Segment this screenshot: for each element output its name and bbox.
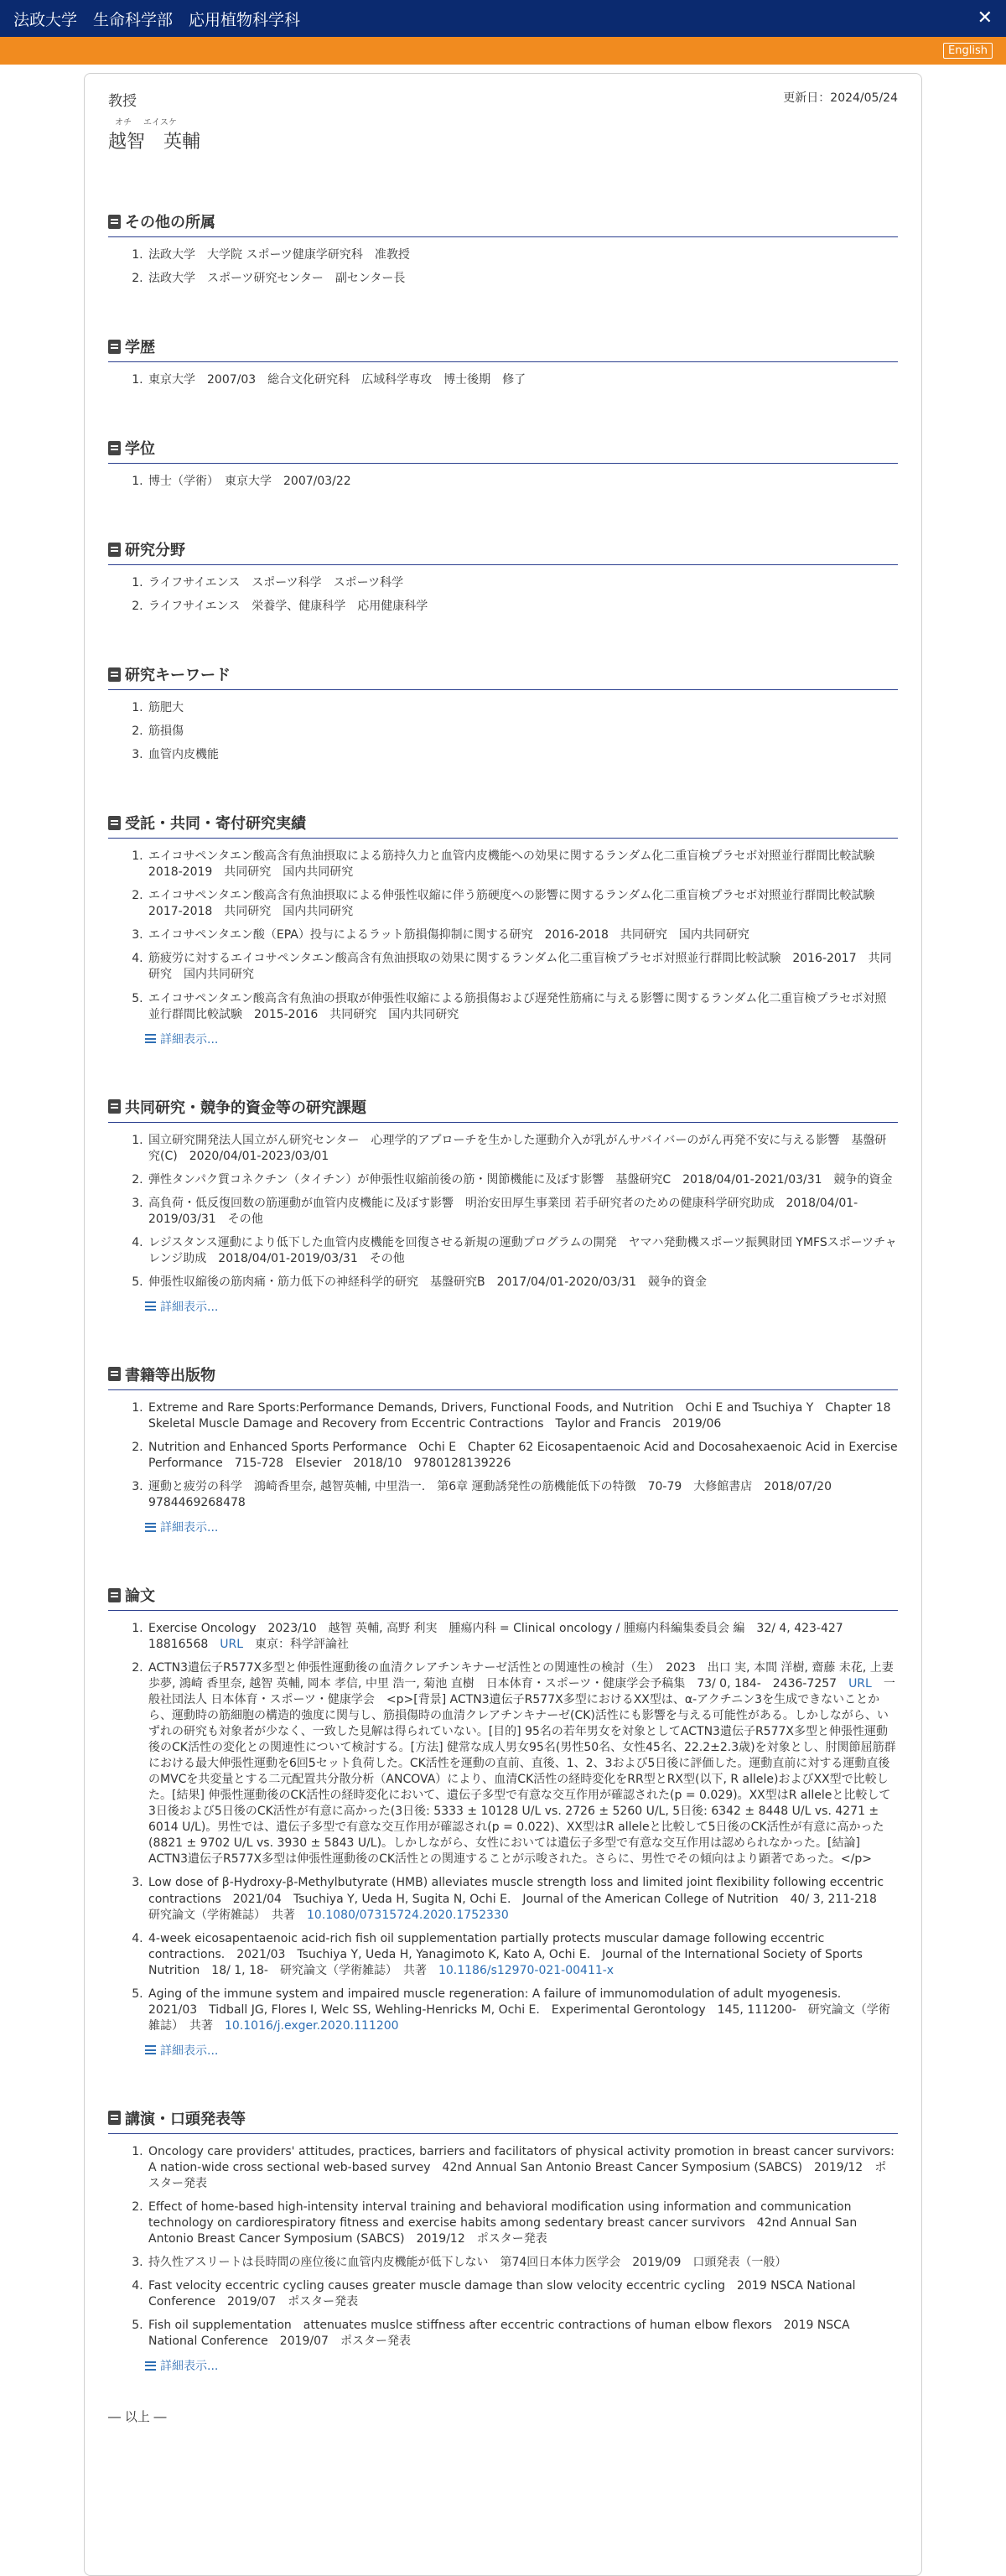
list-icon xyxy=(145,1523,156,1532)
book-icon xyxy=(108,1099,121,1114)
english-button[interactable]: English xyxy=(943,43,993,59)
show-more-link[interactable] xyxy=(108,1298,898,1315)
paper-text: Exercise Oncology 2023/10 越智 英輔, 高野 利実 腫瘍内科 = Clinical oncology / 腫瘍内科編集委員会 編 32/ 4, 423-427 18816568 xyxy=(148,1622,855,1652)
book-icon xyxy=(108,441,121,455)
contracts-list xyxy=(108,849,898,1022)
book-icon xyxy=(108,543,121,557)
language-bar xyxy=(0,37,1006,65)
list-item: 2. 弾性タンパク質コネクチン（タイチン）が伸張性収縮前後の筋・関節機能に及ぼす影響 基盤研究C 2018/04/01-2021/03/31 競争的資金 xyxy=(147,1172,898,1188)
section-grants xyxy=(108,1096,898,1315)
list-item: 4. 筋疲労に対するエイコサペンタエン酸高含有魚油摂取の効果に関するランダム化二重盲検プラセボ対照並行群間比較試験 2016-2017 共同研究 国内共同研究 xyxy=(147,951,898,983)
list-item: 2. 法政大学 スポーツ研究センター 副センター長 xyxy=(147,271,898,287)
paper-text: Aging of the immune system and impaired muscle regeneration: A failure of immunomodulation of adult myogenesis. 2021/03 Tidball JG, Flores I, Welc SS, Wehling-Henricks M, Ochi E. Experimental Gerontology 145, 111200- 研究論文（学術雑誌） 共著 xyxy=(148,1987,890,2033)
book-icon xyxy=(108,340,121,354)
list-item: 1. 東京大学 2007/03 総合文化研究科 広域科学専攻 博士後期 修了 xyxy=(147,372,898,388)
paper-text: Low dose of β-Hydroxy-β-Methylbutyrate (HMB) alleviates muscle strength loss and limited joint flexibility following eccentric contractions 2021/04 Tsuchiya Y, Ueda H, Sugita N, Ochi E. Journal of the American College of Nutrition 40/ 3, 211-218 研究論文（学術雑誌） 共著 xyxy=(148,1876,889,1922)
list-item: 2. Nutrition and Enhanced Sports Performance Ochi E Chapter 62 Eicosapentaenoic Acid and Docosahexaenoic Acid in Exercise Performance 715-728 Elsevier 2018/10 9780128139226 xyxy=(147,1440,898,1472)
list-item xyxy=(147,1931,898,1979)
fields-list xyxy=(108,575,898,615)
list-item xyxy=(147,1621,898,1653)
paper-text: ACTN3遺伝子R577X多型と伸張性運動後の血清クレアチンキナーゼ活性との関連性の検討（生） 2023 出口 実, 本間 洋樹, 齋藤 未花, 上妻 歩夢, 鴻崎 香里奈, 越智 英輔, 岡本 孝信, 中里 浩一, 菊池 直樹 日本体育・スポーツ・健康学会予稿集 73/ 0, 184- 2436-7257 xyxy=(148,1661,894,1691)
end-marker: ― 以上 ― xyxy=(108,2409,167,2425)
list-item: 4. Fast velocity eccentric cycling causes greater muscle damage than slow velocity eccentric cycling 2019 NSCA National Conference 2019/07 ポスター発表 xyxy=(147,2278,898,2310)
section-title-contracts xyxy=(108,812,898,839)
show-more-label: 詳細表示... xyxy=(160,1032,219,1046)
doi-link[interactable]: 10.1186/s12970-021-00411-x xyxy=(438,1963,614,1977)
paper-text: 一般社団法人 日本体育・スポーツ・健康学会 <p>[背景] ACTN3遺伝子R577X多型におけるXX型は、α-アクチニン3を生成できないことから、運動時の筋細胞の構造的強度に関与し、筋損傷時の血清クレアチンキナーゼ(CK)活性にも影響を与える可能性がある。しかしながら、いずれの研究も対象者が少なく、一致した見解は得られていない。[目的] 95名の若年男女を対象としてACTN3遺伝子R577X多型と伸張性運動後のCK活性の変化との関連性について検討する。[方法] 健常な成人男女95名(男性50名、女性45名、22.2±2.3歳)を対象とし、肘関節屈筋群における最大伸張性運動を6回5セット負荷した。CK活性を運動の直前、直後、1、2、3および5日後に評価した。運動直前に対する運動直後のMVCを共変量とする二元配置共分散分析（ANCOVA）により、血清CK活性の経時変化をRR型とRX型(以下, R allele)およびXX型で比較した。[結果] 伸張性運動後のCK活性の経時変化において、遺伝子多型で有意な交互作用が確認された(p = 0.029)。XX型はR alleleと比較して3日後および5日後のCK活性が有意に高かった(3日後: 5333 ± 10128 U/L vs. 2726 ± 5260 U/L, 5日後: 6342 ± 8448 U/L vs. 4271 ± 6014 U/L)。男性では、遺伝子多型で有意な交互作用が確認され(p = 0.022)、XX型はR alleleと比較して5日後のCK活性が有意に高かった(8821 ± 9702 U/L vs. 3930 ± 5843 U/L)。しかしながら、女性においては遺伝子多型で有意な交互作用は認められなかった。[結論] ACTN3遺伝子R577X多型は伸張性運動後のCK活性との関連することが示唆された。さらに、男性でその傾向はより顕著であった。</p> xyxy=(148,1677,896,1867)
show-more-label: 詳細表示... xyxy=(160,2360,219,2374)
researcher-name: 越智 英輔 xyxy=(108,132,201,153)
section-heading: 研究分野 xyxy=(125,542,185,560)
section-heading: 共同研究・競争的資金等の研究課題 xyxy=(125,1098,366,1117)
list-item: 5. Fish oil supplementation attenuates muslce stiffness after eccentric contractions of human elbow flexors 2019 NSCA National Conference 2019/07 ポスター発表 xyxy=(147,2318,898,2350)
section-title-talks xyxy=(108,2107,898,2134)
updated-date: 更新日：2024/05/24 xyxy=(783,91,898,105)
section-heading: 書籍等出版物 xyxy=(125,1366,215,1384)
papers-list xyxy=(108,1621,898,2034)
section-title-grants xyxy=(108,1096,898,1123)
list-item: 1. 筋肥大 xyxy=(147,700,898,716)
section-title-education xyxy=(108,335,898,362)
show-more-label: 詳細表示... xyxy=(160,2044,219,2058)
url-link[interactable]: URL xyxy=(220,1638,244,1652)
show-more-link[interactable] xyxy=(108,2357,898,2374)
list-icon xyxy=(145,2361,156,2371)
list-item: 5. 伸張性収縮後の筋肉痛・筋力低下の神経科学的研究 基盤研究B 2017/04/01-2020/03/31 競争的資金 xyxy=(147,1275,898,1291)
list-icon xyxy=(145,1034,156,1043)
position-title: 教授 xyxy=(108,93,137,110)
books-list xyxy=(108,1400,898,1511)
section-fields xyxy=(108,538,898,615)
name-reading xyxy=(108,115,898,127)
book-icon xyxy=(108,1367,121,1381)
list-item: 1. Extreme and Rare Sports:Performance Demands, Drivers, Functional Foods, and Nutrition Ochi E and Tsuchiya Y Chapter 18 Skeletal Muscle Damage and Recovery from Eccentric Contractions Taylor and Francis 2019/06 xyxy=(147,1400,898,1432)
paper-text: 東京：科学評論社 xyxy=(243,1638,350,1652)
list-item: 3. 高負荷・低反復回数の筋運動が血管内皮機能に及ぼす影響 明治安田厚生事業団 若手研究者のための健康科学研究助成 2018/04/01-2019/03/31 その他 xyxy=(147,1196,898,1228)
list-item: 1. 博士（学術） 東京大学 2007/03/22 xyxy=(147,474,898,490)
list-item: 2. 筋損傷 xyxy=(147,724,898,740)
section-title-fields xyxy=(108,538,898,565)
list-item: 3. 持久性アスリートは長時間の座位後に血管内皮機能が低下しない 第74回日本体力医学会 2019/09 口頭発表（一般） xyxy=(147,2255,898,2271)
section-title-books xyxy=(108,1363,898,1390)
list-item xyxy=(147,1660,898,1867)
section-talks xyxy=(108,2107,898,2374)
list-item: 1. 国立研究開発法人国立がん研究センター 心理学的アプローチを生かした運動介入が乳がんサバイバーのがん再発不安に与える影響 基盤研究(C) 2020/04/01-2023/03/01 xyxy=(147,1133,898,1165)
profile-header xyxy=(108,89,898,110)
show-more-link[interactable] xyxy=(108,1519,898,1535)
section-keywords xyxy=(108,663,898,763)
top-header-bar xyxy=(0,0,1006,37)
grants-list xyxy=(108,1133,898,1291)
show-more-label: 詳細表示... xyxy=(160,1521,219,1535)
section-heading: 研究キーワード xyxy=(125,667,231,685)
section-education xyxy=(108,335,898,388)
section-heading: その他の所属 xyxy=(125,214,215,231)
list-icon xyxy=(145,2045,156,2054)
list-item: 4. レジスタンス運動により低下した血管内皮機能を回復させる新規の運動プログラムの開発 ヤマハ発動機スポーツ振興財団 YMFSスポーツチャレンジ助成 2018/04/01-2019/03/31 その他 xyxy=(147,1235,898,1267)
list-item: 3. エイコサペンタエン酸（EPA）投与によるラット筋損傷抑制に関する研究 2016-2018 共同研究 国内共同研究 xyxy=(147,927,898,943)
section-title-degree xyxy=(108,437,898,464)
book-icon xyxy=(108,1588,121,1602)
section-contracts xyxy=(108,812,898,1046)
section-degree xyxy=(108,437,898,490)
reading-given: エイスケ xyxy=(143,118,177,127)
show-more-link[interactable] xyxy=(108,2042,898,2059)
section-heading: 論文 xyxy=(125,1587,155,1605)
profile-card xyxy=(84,73,922,2576)
section-papers xyxy=(108,1584,898,2059)
book-icon xyxy=(108,667,121,682)
book-icon xyxy=(108,215,121,229)
doi-link[interactable]: 10.1080/07315724.2020.1752330 xyxy=(307,1908,509,1922)
list-item: 1. エイコサペンタエン酸高含有魚油摂取による筋持久力と血管内皮機能への効果に関するランダム化二重盲検プラセボ対照並行群間比較試験 2018-2019 共同研究 国内共同研究 xyxy=(147,849,898,880)
list-item: 5. エイコサペンタエン酸高含有魚油の摂取が伸張性収縮による筋損傷および遅発性筋痛に与える影響に関するランダム化二重盲検プラセボ対照並行群間比較試験 2015-2016 共同研究 国内共同研究 xyxy=(147,991,898,1023)
list-item: 3. 運動と疲労の科学 鴻崎香里奈, 越智英輔, 中里浩一. 第6章 運動誘発性の筋機能低下の特徴 70-79 大修館書店 2018/07/20 9784469268478 xyxy=(147,1479,898,1511)
show-more-link[interactable] xyxy=(108,1031,898,1047)
doi-link[interactable]: 10.1016/j.exger.2020.111200 xyxy=(225,2018,399,2033)
url-link[interactable]: URL xyxy=(848,1677,872,1691)
show-more-label: 詳細表示... xyxy=(160,1300,219,1314)
section-books xyxy=(108,1363,898,1535)
section-heading: 学歴 xyxy=(125,339,155,357)
talks-list xyxy=(108,2144,898,2350)
list-item: 2. Effect of home-based high-intensity interval training and behavioral modification using information and communication technology on cardiorespiratory fitness and exercise habits among sedentary breast cancer survivors 42nd Annual San Antonio Breast Cancer Symposium (SABCS) 2019/12 ポスター発表 xyxy=(147,2199,898,2247)
list-item xyxy=(147,1987,898,2034)
close-icon[interactable]: ✕ xyxy=(977,8,993,29)
keywords-list xyxy=(108,700,898,763)
section-heading: 受託・共同・寄付研究実績 xyxy=(125,815,306,834)
reading-family: オチ xyxy=(115,118,132,127)
section-title-papers xyxy=(108,1584,898,1611)
paper-text: 4-week eicosapentaenoic acid-rich fish oil supplementation partially protects muscular damage following eccentric contractions. 2021/03 Tsuchiya Y, Ueda H, Yanagimoto K, Kato A, Ochi E. Journal of the International Society of Sports Nutrition 18/ 1, 18- 研究論文（学術雑誌） 共著 xyxy=(148,1931,863,1977)
section-affiliations xyxy=(108,210,898,287)
education-list xyxy=(108,372,898,388)
book-icon xyxy=(108,816,121,830)
list-item: 2. ライフサイエンス 栄養学、健康科学 応用健康科学 xyxy=(147,599,898,615)
department-title: 法政大学 生命科学部 応用植物科学科 xyxy=(13,10,301,29)
list-item: 1. 法政大学 大学院 スポーツ健康学研究科 准教授 xyxy=(147,247,898,263)
list-item: 2. エイコサペンタエン酸高含有魚油摂取による伸張性収縮に伴う筋硬度への影響に関するランダム化二重盲検プラセボ対照並行群間比較試験 2017-2018 共同研究 国内共同研究 xyxy=(147,888,898,920)
list-item: 3. 血管内皮機能 xyxy=(147,747,898,763)
book-icon xyxy=(108,2111,121,2125)
degree-list xyxy=(108,474,898,490)
section-heading: 講演・口頭発表等 xyxy=(125,2110,246,2128)
section-heading: 学位 xyxy=(125,440,155,459)
section-title-keywords xyxy=(108,663,898,690)
list-item: 1. Oncology care providers' attitudes, practices, barriers and facilitators of physical activity promotion in breast cancer survivors: A nation-wide cross sectional web-based survey 42nd Annual San Antonio Breast Cancer Symposium (SABCS) 2019/12 ポスター発表 xyxy=(147,2144,898,2192)
affiliations-list xyxy=(108,247,898,287)
list-item xyxy=(147,1875,898,1923)
list-item: 1. ライフサイエンス スポーツ科学 スポーツ科学 xyxy=(147,575,898,591)
section-title-affiliations xyxy=(108,210,898,237)
list-icon xyxy=(145,1301,156,1311)
